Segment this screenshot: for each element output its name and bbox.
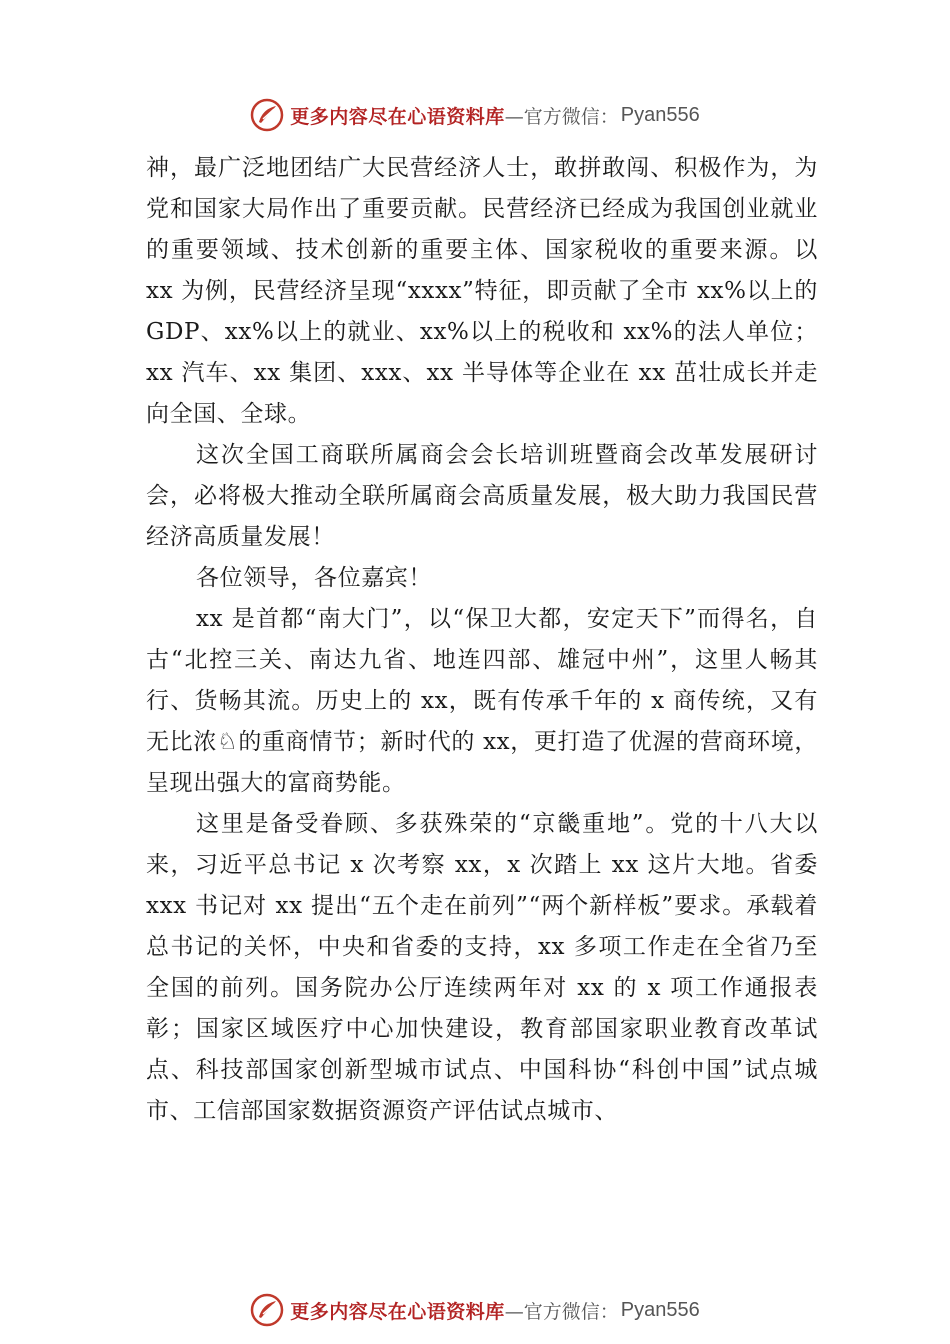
header-banner-wechat-id: Pyan556 (620, 103, 700, 126)
footer-banner-wechat-id: Pyan556 (620, 1298, 700, 1321)
logo-icon (250, 98, 284, 132)
document-body (146, 148, 818, 1132)
logo-icon (250, 1293, 284, 1327)
header-banner (0, 95, 950, 135)
header-banner-title: 更多内容尽在心语资料库 (290, 105, 505, 128)
paragraph-4: xx 是首都“南大门”，以“保卫大都，安定天下”而得名，自古“北控三关、南达九省、地连四部、雄冠中州”，这里人畅其行、货畅其流。历史上的 xx，既有传承千年的 x 商传统，又有无比浓♘的重商情节；新时代的 xx，更打造了优渥的营商环境，呈现出强大的富商势能。 (146, 606, 818, 796)
footer-banner (0, 1290, 950, 1330)
footer-banner-title: 更多内容尽在心语资料库 (290, 1300, 505, 1323)
footer-banner-separator: —官方微信： (504, 1300, 619, 1323)
header-banner-separator: —官方微信： (504, 105, 619, 128)
paragraph-1: 神，最广泛地团结广大民营经济人士，敢拼敢闯、积极作为，为党和国家大局作出了重要贡献。民营经济已经成为我国创业就业的重要领域、技术创新的重要主体、国家税收的重要来源。以 xx 为例，民营经济呈现“xxxx”特征，即贡献了全市 xx%以上的 GDP、xx%以上的就业、xx%以上的税收和 xx%的法人单位；xx 汽车、xx 集团、xxx、xx 半导体等企业在 xx 茁壮成长并走向全国、全球。 (146, 155, 818, 427)
paragraph-5: 这里是备受眷顾、多获殊荣的“京畿重地”。党的十八大以来，习近平总书记 x 次考察 xx，x 次踏上 xx 这片大地。省委 xxx 书记对 xx 提出“五个走在前列”“两个新样板”要求。承载着总书记的关怀，中央和省委的支持，xx 多项工作走在全省乃至全国的前列。国务院办公厅连续两年对 xx 的 x 项工作通报表彰；国家区域医疗中心加快建设，教育部国家职业教育改革试点、科技部国家创新型城市试点、中国科协“科创中国”试点城市、工信部国家数据资源资产评估试点城市、 (146, 811, 818, 1124)
paragraph-3: 各位领导，各位嘉宾！ (196, 565, 432, 591)
paragraph-2: 这次全国工商联所属商会会长培训班暨商会改革发展研讨会，必将极大推动全联所属商会高质量发展，极大助力我国民营经济高质量发展！ (146, 442, 818, 550)
